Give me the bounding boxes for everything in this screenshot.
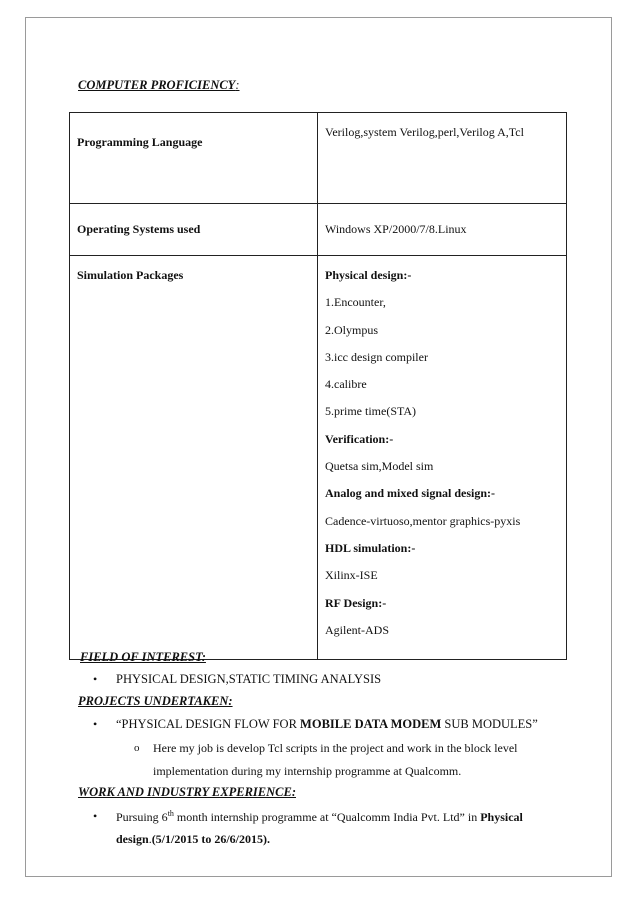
project-description-line1: Here my job is develop Tcl scripts in the project and work in the block level [153,741,518,755]
programming-language-value: Verilog,system Verilog,perl,Verilog A,Tcl [318,113,567,204]
hdl-simulation-value: Xilinx-ISE [325,568,378,583]
work-experience-heading: WORK AND INDUSTRY EXPERIENCE: [78,785,296,799]
project-item-prefix: “PHYSICAL DESIGN FLOW FOR [116,717,301,731]
work-experience-line1 [116,809,523,825]
physical-design-title: Physical design:- [325,268,412,282]
verification-title: Verification:- [325,431,394,446]
project-item-suffix: SUB MODULES” [441,717,538,731]
work-bold: design [116,832,149,846]
simulation-packages-list [318,256,567,660]
list-item: 3.icc design compiler [325,349,428,364]
work-bold: Physical [480,810,523,824]
list-item: 4.calibre [325,377,367,392]
operating-systems-label: Operating Systems used [70,204,318,256]
table-row [70,204,567,256]
work-text: Pursuing 6 [116,810,168,824]
analog-design-title: Analog and mixed signal design:- [325,486,496,501]
list-item: 2.Olympus [325,322,379,337]
computer-proficiency-heading: COMPUTER PROFICIENCY: [78,78,240,92]
project-item [116,717,538,732]
list-item: 5.prime time(STA) [325,404,417,419]
bullet-icon: • [93,672,98,686]
work-experience-line2 [116,832,270,847]
programming-language-label: Programming Language [70,113,318,204]
operating-systems-value: Windows XP/2000/7/8.Linux [318,204,567,256]
ordinal-suffix: th [167,809,174,818]
simulation-packages-label: Simulation Packages [70,256,318,660]
project-item-bold: MOBILE DATA MODEM [300,717,442,731]
work-text: month internship programme at “Qualcomm India Pvt. Ltd” in [173,810,481,824]
work-text: . [148,832,152,846]
field-of-interest-heading: FIELD OF INTEREST: [80,650,206,664]
analog-design-value: Cadence-virtuoso,mentor graphics-pyxis [325,513,521,528]
bullet-icon: • [93,717,98,731]
field-of-interest-item: PHYSICAL DESIGN,STATIC TIMING ANALYSIS [116,672,382,686]
projects-heading: PROJECTS UNDERTAKEN: [78,694,233,708]
project-description-line2: implementation during my internship programme at Qualcomm. [153,764,462,778]
verification-value: Quetsa sim,Model sim [325,459,434,474]
hdl-simulation-title: HDL simulation:- [325,540,416,555]
sub-bullet-icon: o [134,742,140,754]
table-row [70,256,567,660]
work-dates: (5/1/2015 to 26/6/2015). [151,832,271,846]
bullet-icon: • [93,809,98,823]
proficiency-table [69,112,567,660]
rf-design-title: RF Design:- [325,595,387,610]
list-item: 1.Encounter, [325,295,386,310]
table-row [70,113,567,204]
rf-design-value: Agilent-ADS [325,622,389,637]
